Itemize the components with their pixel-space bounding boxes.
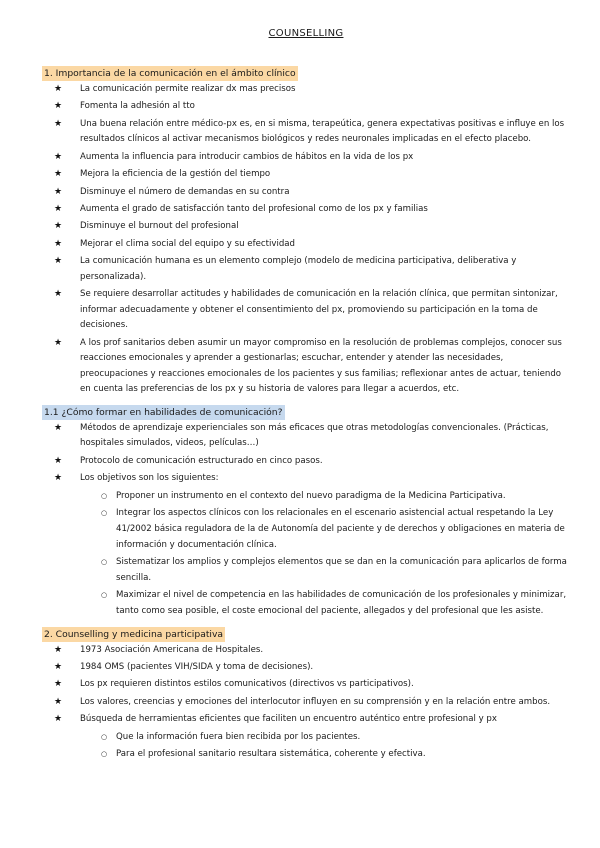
list-item: ★ Una buena relación entre médico-px es, en si misma, terapeútica, genera expectativas positivas e influye en los resultados clínicos al activar mecanismos biológicos y redes neuronales implicadas en el efecto placebo. bbox=[54, 118, 565, 145]
bullet-list bbox=[42, 82, 570, 398]
star-bullet-icon: ★ bbox=[54, 84, 63, 94]
sub-list-item: ○ Proponer un instrumento en el contexto del nuevo paradigma de la Medicina Participativa. bbox=[116, 489, 570, 505]
star-bullet-icon: ★ bbox=[54, 118, 63, 129]
list-item: ★ La comunicación permite realizar dx mas precisos bbox=[80, 82, 570, 98]
star-bullet-icon: ★ bbox=[54, 256, 63, 267]
section-importancia bbox=[42, 61, 570, 398]
list-item: ★ Aumenta la influencia para introducir cambios de hábitos en la vida de los px bbox=[80, 150, 570, 166]
list-item: ★ Protocolo de comunicación estructurado en cinco pasos. bbox=[80, 454, 570, 470]
list-item: ★ A los prof sanitarios deben asumir un mayor compromiso en la resolución de problemas complejos, conocer sus reacciones emocionales y aprender a gestionarlas; escuchar, entender y atender las necesidades, preocupaciones y reacciones emocionales de los pacientes y sus familias; reflexionar antes de actuar, teniendo en cuenta las preferencias de los px y su historia de valores para llegar a acuerdos, etc. bbox=[54, 337, 562, 395]
section-heading: 1.1 ¿Cómo formar en habilidades de comunicación? bbox=[44, 406, 283, 418]
list-item: ★ 1973 Asociación Americana de Hospitales. bbox=[80, 643, 570, 659]
sub-list-item: ○ Para el profesional sanitario resultara sistemática, coherente y efectiva. bbox=[116, 747, 570, 763]
star-bullet-icon: ★ bbox=[54, 679, 63, 690]
star-bullet-icon: ★ bbox=[54, 101, 63, 112]
list-item: ★ La comunicación humana es un elemento complejo (modelo de medicina participativa, deliberativa y personalizada). bbox=[54, 256, 517, 282]
sub-list-item: ○ Sistematizar los amplios y complejos elementos que se dan en la comunicación para aplicarlos de forma sencilla. bbox=[101, 557, 567, 583]
star-bullet-icon: ★ bbox=[54, 644, 63, 655]
circle-bullet-icon: ○ bbox=[101, 558, 108, 567]
section-heading: 1. Importancia de la comunicación en el ámbito clínico bbox=[44, 68, 296, 79]
circle-bullet-icon: ○ bbox=[101, 732, 108, 741]
star-bullet-icon: ★ bbox=[54, 238, 63, 249]
list-item: ★ Mejorar el clima social del equipo y su efectividad bbox=[80, 237, 570, 253]
star-bullet-icon: ★ bbox=[54, 455, 63, 466]
star-bullet-icon: ★ bbox=[54, 661, 63, 672]
list-item: ★ Búsqueda de herramientas eficientes que faciliten un encuentro auténtico entre profesional y px ○ Que la información fuera bien recibida por los pacientes. ○ Para el profesional sanitario resultara sistemática, coherente y efectiva. bbox=[80, 712, 570, 763]
star-bullet-icon: ★ bbox=[54, 337, 63, 348]
circle-bullet-icon: ○ bbox=[101, 750, 108, 759]
star-bullet-icon: ★ bbox=[54, 203, 63, 214]
list-item: ★ Los px requieren distintos estilos comunicativos (directivos vs participativos). bbox=[80, 677, 570, 693]
star-bullet-icon: ★ bbox=[54, 186, 63, 197]
list-item: ★ Fomenta la adhesión al tto bbox=[80, 99, 570, 115]
star-bullet-icon: ★ bbox=[54, 422, 63, 433]
bullet-list bbox=[42, 643, 570, 763]
list-item: ★ Se requiere desarrollar actitudes y habilidades de comunicación en la relación clínica, que permitan sintonizar, informar adecuadamente y obtener el consentimiento del px, promoviendo su participación en la toma de decisiones. bbox=[54, 289, 558, 331]
sub-list-item: ○ Integrar los aspectos clínicos con los relacionales en el escenario asistencial actual respetando la Ley 41/2002 básica reguladora de la de Autonomía del paciente y de derechos y obligaciones en materia de información y documentación clínica. bbox=[101, 508, 565, 550]
star-bullet-icon: ★ bbox=[54, 151, 63, 162]
list-item: ★ 1984 OMS (pacientes VIH/SIDA y toma de decisiones). bbox=[80, 660, 570, 676]
circle-bullet-icon: ○ bbox=[101, 591, 108, 600]
star-bullet-icon: ★ bbox=[54, 714, 63, 725]
star-bullet-icon: ★ bbox=[54, 473, 63, 484]
sub-list-item: ○ Que la información fuera bien recibida por los pacientes. bbox=[116, 730, 570, 746]
list-item: ★ Mejora la eficiencia de la gestión del tiempo bbox=[80, 167, 570, 183]
circle-bullet-icon: ○ bbox=[101, 491, 108, 500]
star-bullet-icon: ★ bbox=[54, 289, 63, 300]
list-item: ★ Métodos de aprendizaje experienciales son más eficaces que otras metodologías convencionales. (Prácticas, hospitales simulados, videos, películas…) bbox=[54, 422, 549, 449]
bullet-list bbox=[42, 421, 570, 620]
list-item: ★ Los valores, creencias y emociones del interlocutor influyen en su comprensión y en la relación entre ambos. bbox=[80, 695, 570, 711]
section-heading: 2. Counselling y medicina participativa bbox=[44, 628, 224, 640]
sub-bullet-list bbox=[80, 489, 570, 620]
sub-bullet-list bbox=[80, 730, 570, 763]
circle-bullet-icon: ○ bbox=[101, 509, 108, 518]
document-title: COUNSELLING bbox=[268, 28, 344, 39]
star-bullet-icon: ★ bbox=[54, 696, 63, 707]
list-item: ★ Los objetivos son los siguientes: ○ Proponer un instrumento en el contexto del nuevo paradigma de la Medicina Participativa. ○ Integrar los aspectos clínicos con los relacionales en el escenario asistencial actual respetando la Ley 41/2002 básica reguladora de la de Autonomía del paciente y de derechos y obligaciones en materia de información y documentación clínica. ○ Sistematizar los amplios y complejos elementos que se dan en la comunicación para aplicarlos de forma sencilla. ○ Maximizar el nivel de competencia en las habilidades de comunicación de los profesionales y minimizar, tanto como sea posible, el coste emocional del paciente, allegados y del profesional que les asiste. bbox=[80, 471, 570, 619]
list-item: ★ Disminuye el burnout del profesional bbox=[80, 219, 570, 235]
section-como-formar bbox=[42, 400, 570, 620]
list-item: ★ Aumenta el grado de satisfacción tanto del profesional como de los px y familias bbox=[80, 202, 570, 218]
star-bullet-icon: ★ bbox=[54, 169, 63, 180]
list-item: ★ Disminuye el número de demandas en su contra bbox=[80, 185, 570, 201]
sub-list-item: ○ Maximizar el nivel de competencia en las habilidades de comunicación de los profesionales y minimizar, tanto como sea posible, el coste emocional del paciente, allegados y del profesional que les asiste. bbox=[101, 590, 567, 616]
star-bullet-icon: ★ bbox=[54, 221, 63, 232]
section-counselling bbox=[42, 622, 570, 763]
